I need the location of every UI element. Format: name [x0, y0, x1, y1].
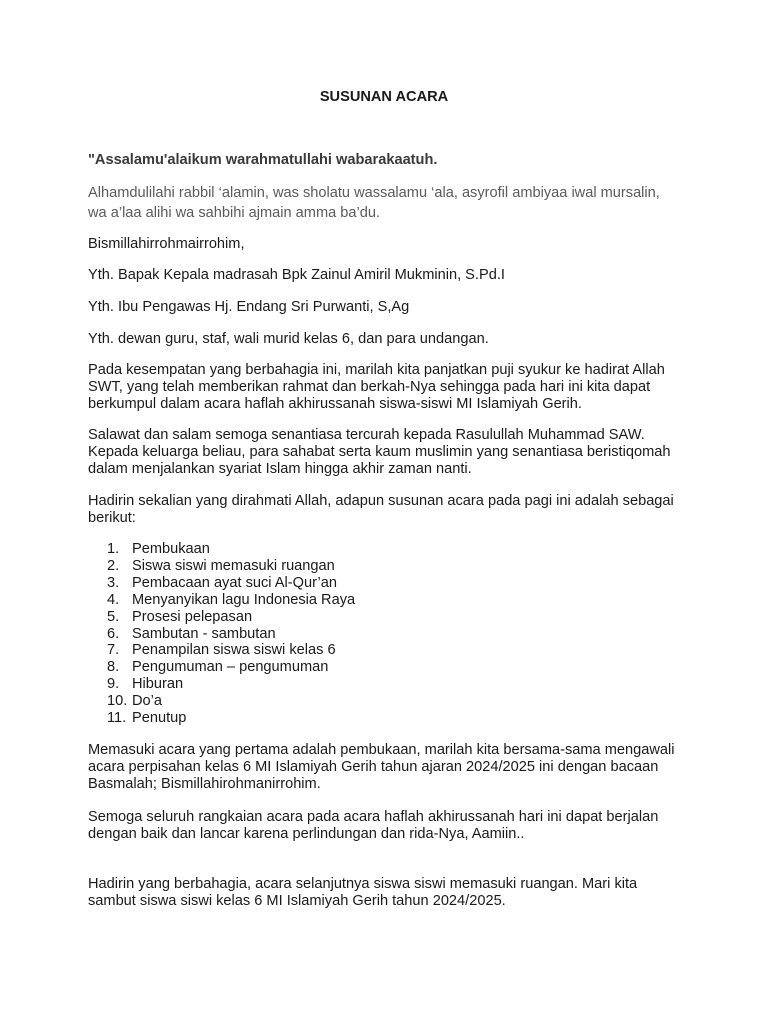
agenda-number: 6. [107, 625, 120, 642]
agenda-text: Pembukaan [132, 541, 210, 557]
paragraph-line: SWT, yang telah memberikan rahmat dan berkah-Nya sehingga pada hari ini kita dapat [88, 379, 651, 395]
agenda-list [107, 541, 355, 727]
agenda-text: Hiburan [132, 676, 184, 693]
agenda-text: Sambutan - sambutan [132, 625, 276, 642]
agenda-text: Penampilan siswa siswi kelas 6 [132, 642, 336, 659]
agenda-number: 2. [107, 557, 120, 574]
paragraph-line: dengan baik dan lancar karena perlindungan dan rida-Nya, Aamiin.. [88, 826, 525, 842]
agenda-item [107, 609, 355, 626]
paragraph-line: Hadirin yang berbahagia, acara selanjutnya siswa siswi memasuki ruangan. Mari kita [88, 876, 638, 892]
greeting-guru-undangan: Yth. dewan guru, staf, wali murid kelas 6, dan para undangan. [88, 331, 489, 347]
agenda-text: Menyanyikan lagu Indonesia Raya [132, 591, 356, 608]
paragraph-line: Memasuki acara yang pertama adalah pembukaan, marilah kita bersama-sama mengawali [88, 742, 675, 758]
agenda-item [107, 659, 355, 676]
paragraph-line: sambut siswa siswi kelas 6 MI Islamiyah Gerih tahun 2024/2025. [88, 893, 506, 909]
agenda-number: 11. [107, 710, 127, 727]
agenda-item [107, 592, 355, 609]
paragraph-pada-kesempatan [88, 362, 688, 413]
paragraph-line: Hadirin sekalian yang dirahmati Allah, adapun susunan acara pada pagi ini adalah sebagai [88, 493, 674, 509]
agenda-text: Pengumuman – pengumuman [132, 659, 329, 676]
bismillah-line: Bismillahirrohmairrohim, [88, 236, 245, 252]
paragraph-memasuki-pembukaan [88, 742, 688, 793]
agenda-item [107, 558, 355, 575]
agenda-number: 8. [107, 659, 120, 676]
paragraph-line: Salawat dan salam semoga senantiasa tercurah kepada Rasulullah Muhammad SAW. [88, 427, 645, 443]
agenda-item [107, 676, 355, 693]
paragraph-line: Pada kesempatan yang berbahagia ini, marilah kita panjatkan puji syukur ke hadirat Allah [88, 362, 665, 378]
agenda-text: Prosesi pelepasan [132, 608, 253, 625]
paragraph-hadirin-intro [88, 493, 688, 527]
paragraph-salawat [88, 427, 688, 478]
agenda-number: 5. [107, 608, 120, 625]
paragraph-line: Basmalah; Bismillahirohmanirrohim. [88, 776, 321, 792]
agenda-item [107, 626, 355, 643]
agenda-number: 7. [107, 642, 120, 659]
agenda-text: Penutup [132, 710, 187, 727]
paragraph-line: Semoga seluruh rangkaian acara pada acara haflah akhirussanah hari ini dapat berjalan [88, 809, 659, 825]
agenda-number: 1. [107, 541, 120, 557]
agenda-number: 10. [107, 693, 128, 710]
hamdalah-paragraph [88, 183, 688, 223]
greeting-kepala-madrasah: Yth. Bapak Kepala madrasah Bpk Zainul Amiril Mukminin, S.Pd.I [88, 267, 505, 283]
agenda-item [107, 575, 355, 592]
agenda-number: 3. [107, 574, 120, 591]
paragraph-line: Kepada keluarga beliau, para sahabat serta kaum muslimin yang senantiasa beristiqomah [88, 444, 671, 460]
document-title: SUSUNAN ACARA [319, 89, 449, 105]
agenda-item [107, 693, 355, 710]
paragraph-acara-selanjutnya [88, 876, 688, 910]
agenda-number: 9. [107, 676, 120, 693]
paragraph-semoga [88, 809, 688, 843]
agenda-item [107, 710, 355, 727]
agenda-item [107, 642, 355, 659]
agenda-number: 4. [107, 591, 120, 608]
hamdalah-line: Alhamdulilahi rabbil ‘alamin, was sholatu wassalamu ‘ala, asyrofil ambiyaa iwal mursalin, [88, 185, 660, 201]
agenda-item [107, 541, 355, 558]
agenda-text: Siswa siswi memasuki ruangan [132, 557, 335, 574]
paragraph-line: berkumpul dalam acara haflah akhirussanah siswa-siswi MI Islamiyah Gerih. [88, 396, 582, 412]
greeting-pengawas: Yth. Ibu Pengawas Hj. Endang Sri Purwanti, S,Ag [88, 299, 410, 315]
agenda-text: Pembacaan ayat suci Al-Qur’an [132, 574, 337, 591]
paragraph-line: berikut: [88, 510, 136, 526]
hamdalah-line: wa a’laa alihi wa sahbihi ajmain amma ba’du. [88, 205, 381, 221]
salam-opening: "Assalamu'alaikum warahmatullahi wabarakaatuh. [88, 152, 438, 168]
agenda-text: Do’a [132, 693, 163, 710]
paragraph-line: acara perpisahan kelas 6 MI Islamiyah Gerih tahun ajaran 2024/2025 ini dengan bacaan [88, 759, 659, 775]
paragraph-line: dalam menjalankan syariat Islam hingga akhir zaman nanti. [88, 461, 472, 477]
